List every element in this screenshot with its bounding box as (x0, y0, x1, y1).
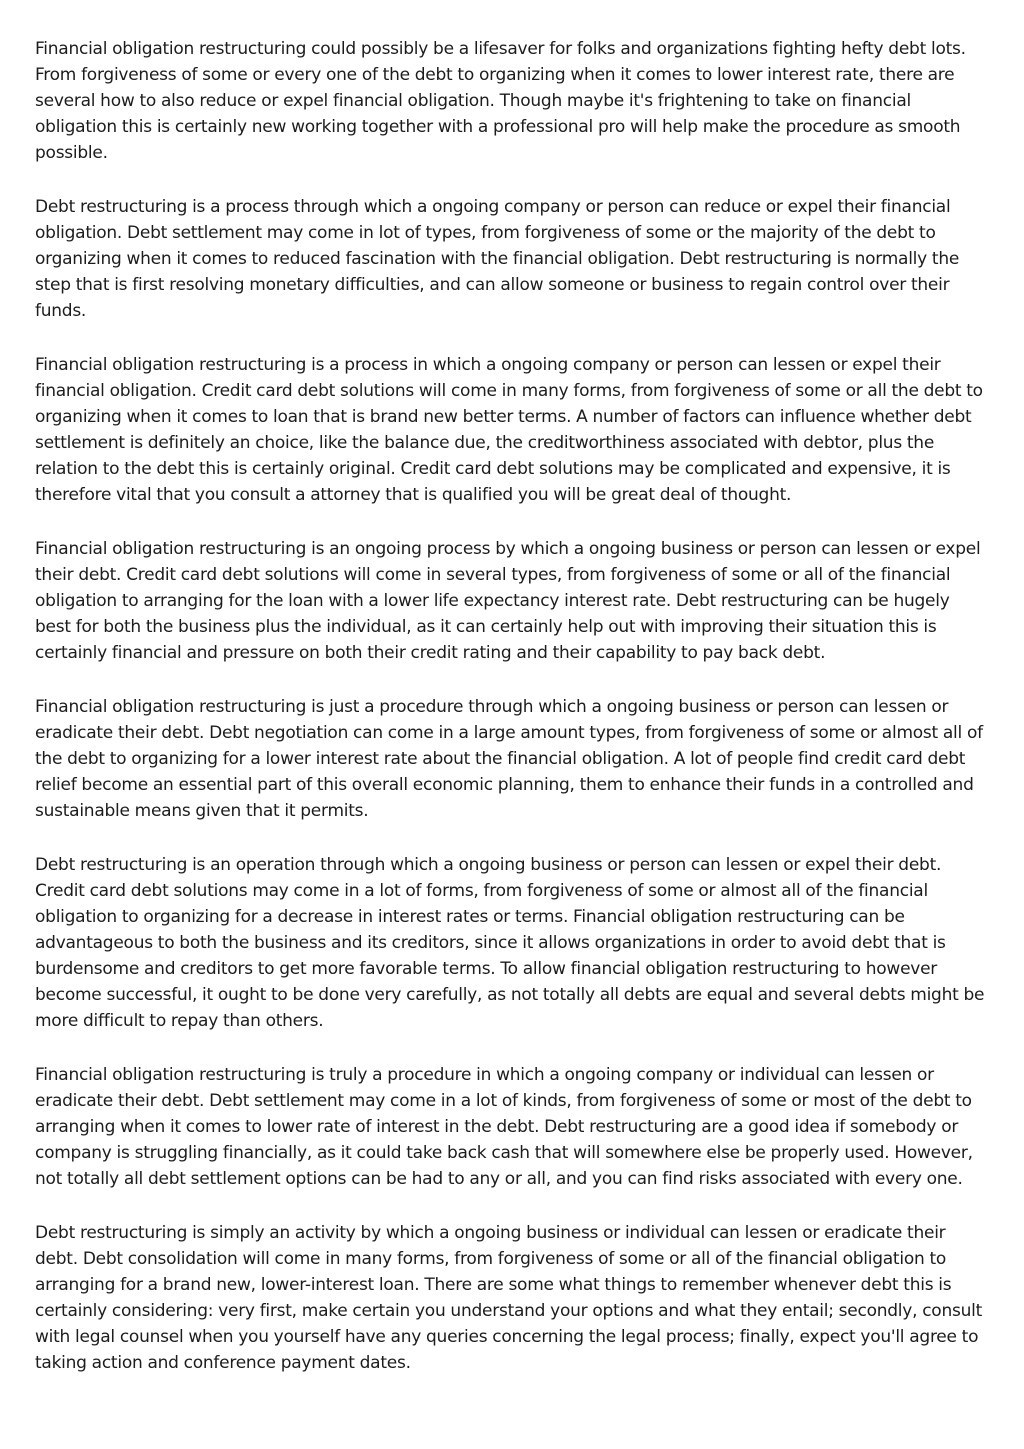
paragraph: Debt restructuring is a process through which a ongoing company or person can reduce or expel their financial obligation. Debt settlement may come in lot of types, from forgiveness of some or the majority of the debt to organizing when it comes to reduced fascination with the financial obligation. Debt restructuring is normally the step that is first resolving monetary difficulties, and can allow someone or business to regain control over their funds. (35, 197, 960, 321)
paragraph: Financial obligation restructuring is truly a procedure in which a ongoing company or individual can lessen or eradicate their debt. Debt settlement may come in a lot of kinds, from forgiveness of some or most of the debt to arranging when it comes to lower rate of interest in the debt. Debt restructuring are a good idea if somebody or company is struggling financially, as it could take back cash that will somewhere else be properly used. However, not totally all debt settlement options can be had to any or all, and you can find risks associated with every one. (35, 1065, 973, 1189)
paragraph: Financial obligation restructuring is an ongoing process by which a ongoing business or person can lessen or expel their debt. Credit card debt solutions will come in several types, from forgiveness of some or all of the financial obligation to arranging for the loan with a lower life expectancy interest rate. Debt restructuring can be hugely best for both the business plus the individual, as it can certainly help out with improving their situation this is certainly financial and pressure on both their credit rating and their capability to pay back debt. (35, 539, 981, 663)
article-body (35, 36, 990, 1376)
paragraph: Debt restructuring is an operation through which a ongoing business or person can lessen or expel their debt. Credit card debt solutions may come in a lot of forms, from forgiveness of some or almost all of the financial obligation to organizing for a decrease in interest rates or terms. Financial obligation restructuring can be advantageous to both the business and its creditors, since it allows organizations in order to avoid debt that is burdensome and creditors to get more favorable terms. To allow financial obligation restructuring to however become successful, it ought to be done very carefully, as not totally all debts are equal and several debts might be more difficult to repay than others. (35, 855, 985, 1031)
paragraph: Financial obligation restructuring is a process in which a ongoing company or person can lessen or expel their financial obligation. Credit card debt solutions will come in many forms, from forgiveness of some or all the debt to organizing when it comes to loan that is brand new better terms. A number of factors can influence whether debt settlement is definitely an choice, like the balance due, the creditworthiness associated with debtor, plus the relation to the debt this is certainly original. Credit card debt solutions may be complicated and expensive, it is therefore vital that you consult a attorney that is qualified you will be great deal of thought. (35, 355, 983, 505)
paragraph: Financial obligation restructuring could possibly be a lifesaver for folks and organizations fighting hefty debt lots. From forgiveness of some or every one of the debt to organizing when it comes to lower interest rate, there are several how to also reduce or expel financial obligation. Though maybe it's frightening to take on financial obligation this is certainly new working together with a professional pro will help make the procedure as smooth possible. (35, 39, 966, 163)
paragraph: Financial obligation restructuring is just a procedure through which a ongoing business or person can lessen or eradicate their debt. Debt negotiation can come in a large amount types, from forgiveness of some or almost all of the debt to organizing for a lower interest rate about the financial obligation. A lot of people find credit card debt relief become an essential part of this overall economic planning, them to enhance their funds in a controlled and sustainable means given that it permits. (35, 697, 983, 821)
paragraph: Debt restructuring is simply an activity by which a ongoing business or individual can lessen or eradicate their debt. Debt consolidation will come in many forms, from forgiveness of some or all of the financial obligation to arranging for a brand new, lower-interest loan. There are some what things to remember whenever debt this is certainly considering: very first, make certain you understand your options and what they entail; secondly, consult with legal counsel when you yourself have any queries concerning the legal process; finally, expect you'll agree to taking action and conference payment dates. (35, 1223, 982, 1373)
